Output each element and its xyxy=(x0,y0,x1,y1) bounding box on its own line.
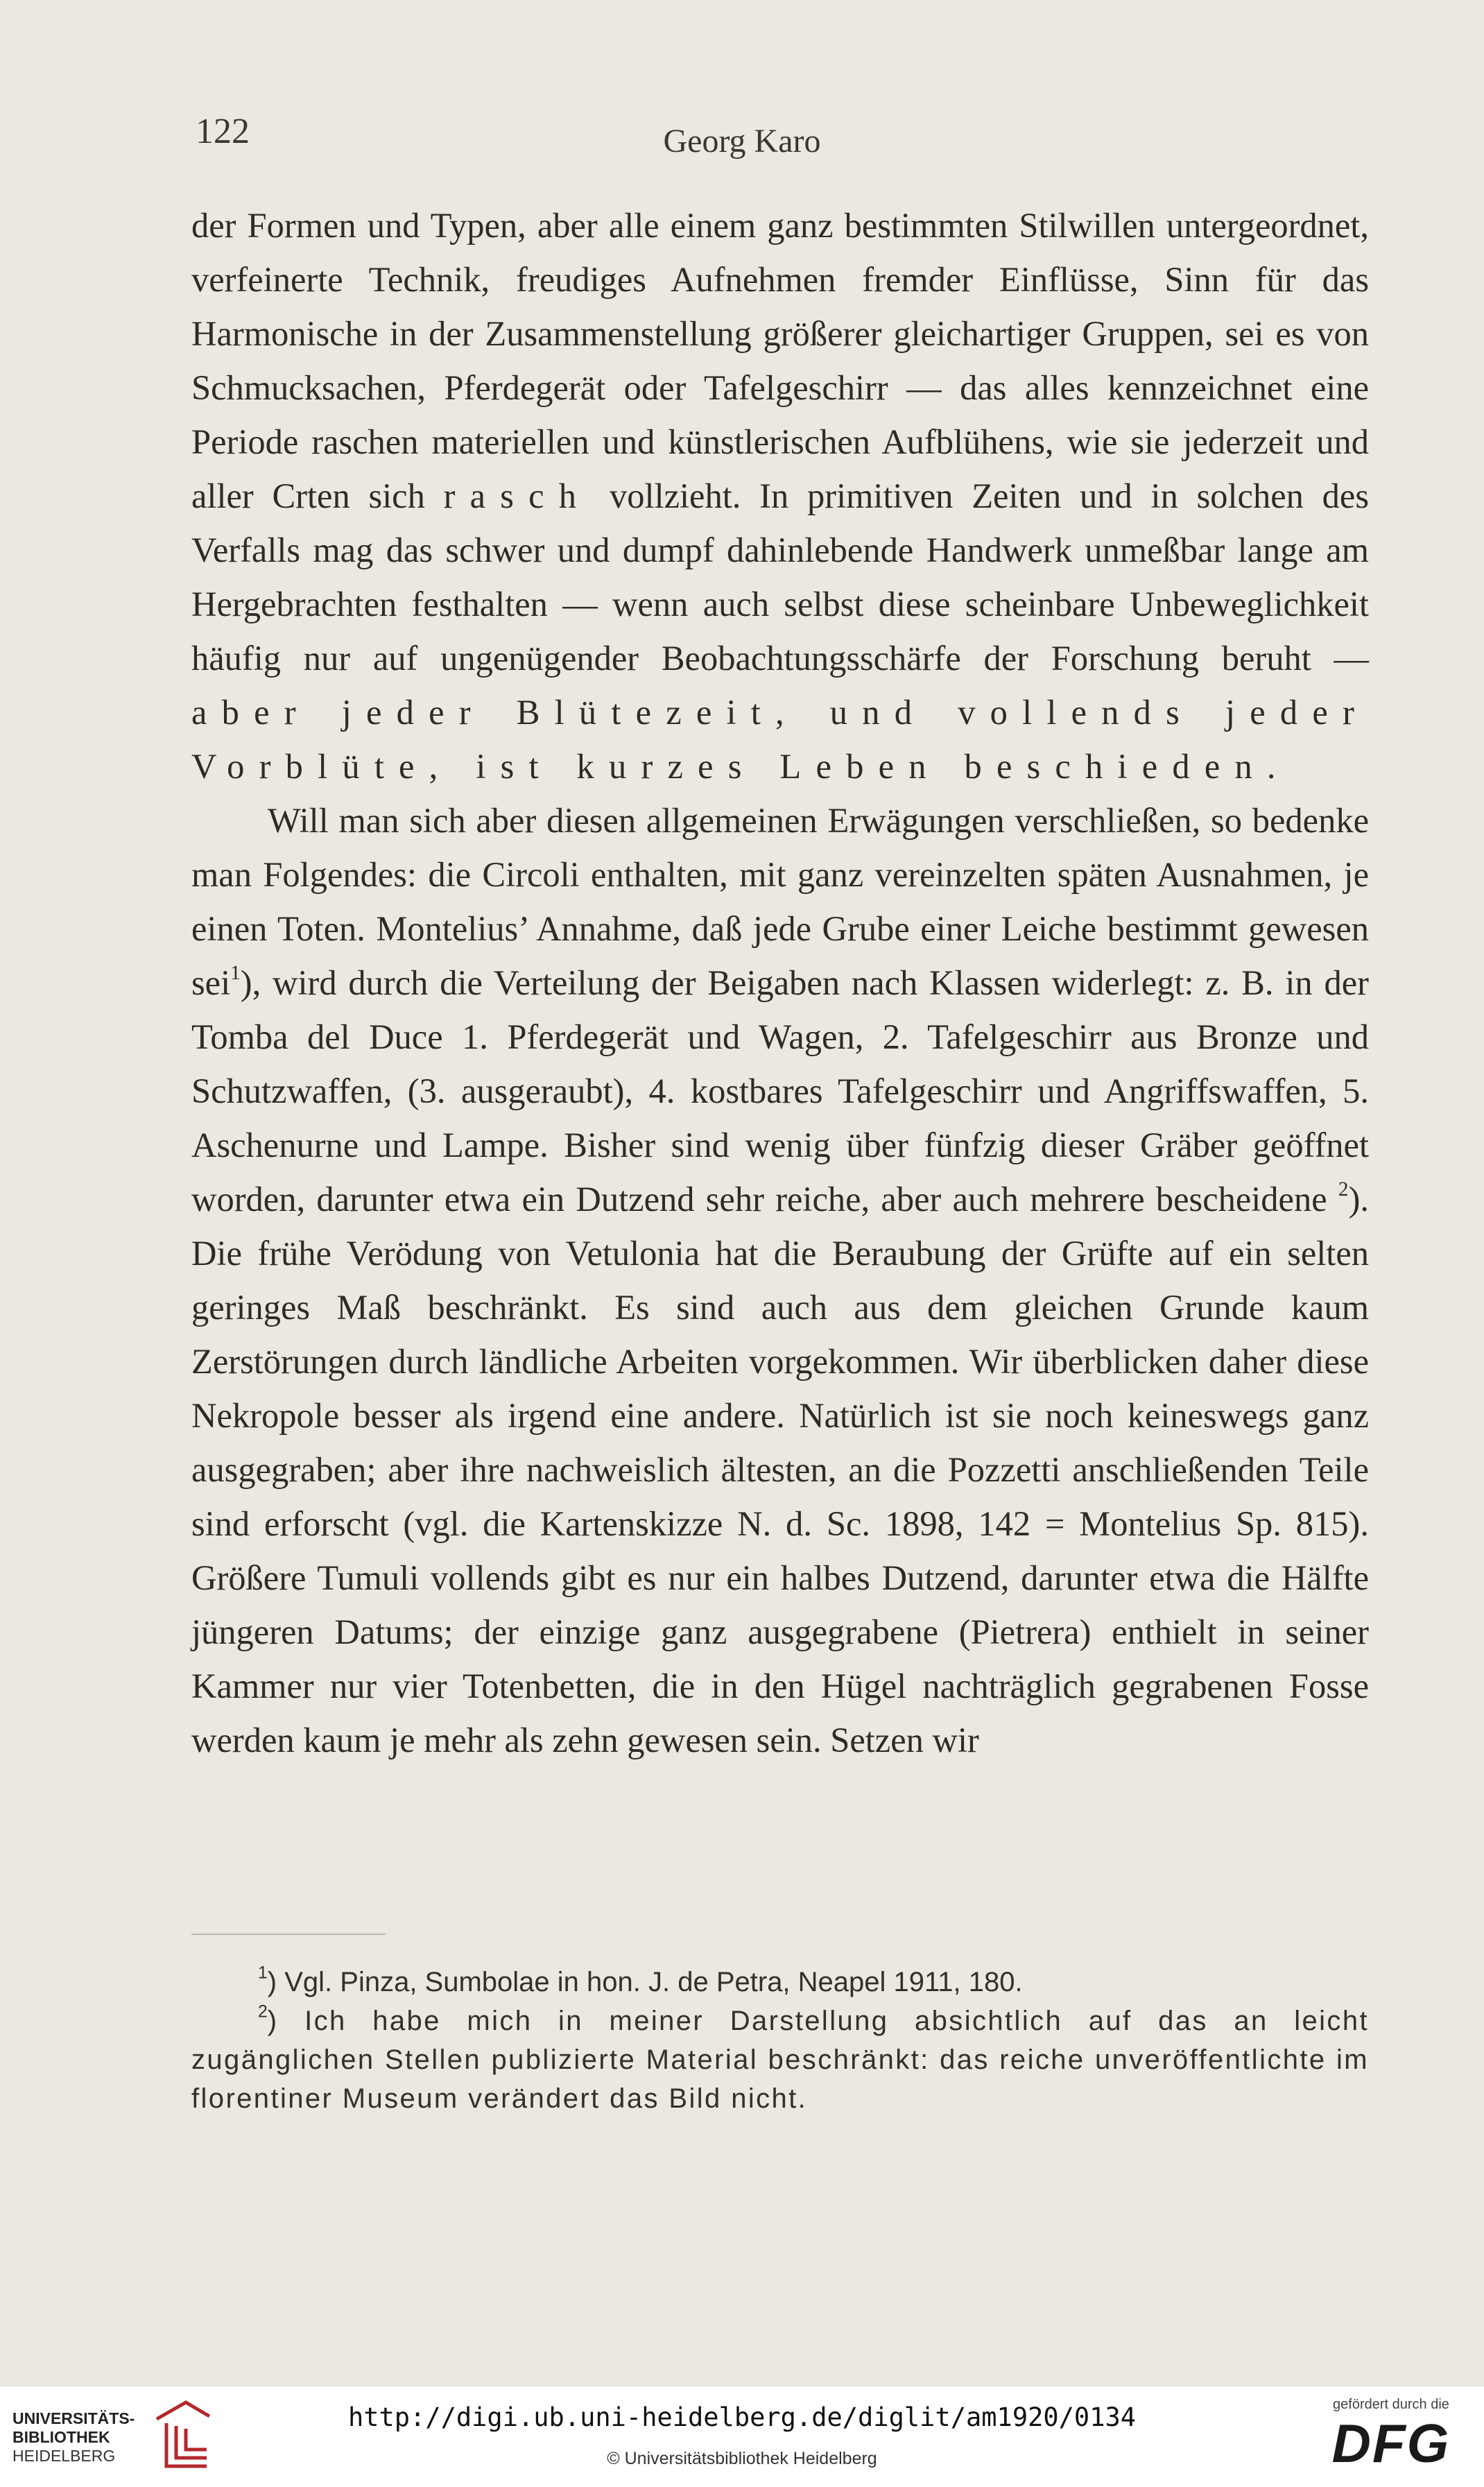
footnotes xyxy=(191,1963,1369,2118)
p2-text-b: ), wird durch die Verteilung der Beigaben nach Klassen widerlegt: z. B. in der Tomba del Duce 1. Pferdegerät und Wagen, 2. Tafelgeschirr aus Bronze und Schutzwaffen, (3. ausgeraubt), 4. kostbares Tafelgeschirr und Angriffswaffen, 5. Aschenurne und Lampe. Bisher sind wenig über fünfzig dieser Gräber geöffnet worden, darunter etwa ein Dutzend sehr reiche, aber auch mehrere bescheidene xyxy=(191,963,1369,1219)
dfg-logo: DFG xyxy=(1331,2413,1451,2474)
funding-caption: gefördert durch die xyxy=(1333,2397,1449,2412)
footnote-1-mark: 1 xyxy=(258,1963,268,1983)
paragraph-1 xyxy=(191,198,1369,793)
p2-text-a: Will man sich aber diesen allgemeinen Erwägungen verschließen, so bedenke man Folgendes: die Circoli enthalten, mit ganz vereinzelten späten Ausnahmen, je einen Toten. Montelius’ Annahme, daß jede Grube einer Leiche bestimmt gewesen sei xyxy=(191,801,1369,1002)
page-number: 122 xyxy=(196,112,250,151)
p1-spaced-phrase: aber jeder Blütezeit, und vollends jeder Vorblüte, ist kurzes Leben beschieden. xyxy=(191,693,1369,786)
footnote-2-mark: 2 xyxy=(258,2002,268,2022)
footnote-2-text: ) Ich habe mich in meiner Darstellung absichtlich auf das an leicht zugänglichen Stellen publizierte Material beschränkt: das reiche unveröffentlichte im florentiner Museum verändert das Bild nicht. xyxy=(191,2006,1369,2114)
copyright-notice: © Universitätsbibliothek Heidelberg xyxy=(607,2449,877,2468)
funder-block[interactable] xyxy=(1315,2397,1467,2474)
footnote-divider xyxy=(191,1934,386,1935)
p1-text-a: der Formen und Typen, aber alle einem ganz bestimmten Stilwillen untergeordnet, verfeinerte Technik, freudiges Aufnehmen fremder Einflüsse, Sinn für das Harmonische in der Zusammenstellung größerer gleichartiger Gruppen, sei es von Schmucksachen, Pferdegerät oder Tafelgeschirr — das alles kennzeichnet eine Periode raschen materiellen und künstlerischen Aufblühens, wie sie jederzeit und aller Crten sich xyxy=(191,206,1369,515)
body-text xyxy=(191,198,1369,1767)
footnote-1 xyxy=(191,1963,1369,2002)
running-head: Georg Karo xyxy=(663,123,821,160)
footnote-2 xyxy=(191,2002,1369,2118)
library-name-line-1: UNIVERSITÄTS- xyxy=(12,2409,135,2427)
p2-text-c: ). Die frühe Verödung von Vetulonia hat die Beraubung der Grüfte auf ein selten geringes Maß beschränkt. Es sind auch aus dem gleichen Grunde kaum Zerstörungen durch ländliche Arbeiten vorgekommen. Wir überblicken daher diese Nekropole besser als irgend eine andere. Natürlich ist sie noch keineswegs ganz ausgegraben; aber ihre nachweislich ältesten, an die Pozzetti anschließenden Teile sind erforscht (vgl. die Kartenskizze N. d. Sc. 1898, 142 = Montelius Sp. 815). Größere Tumuli vollends gibt es nur ein halbes Dutzend, darunter etwa die Hälfte jüngeren Datums; der einzige ganz ausgegrabene (Pietrera) enthielt in seiner Kammer nur vier Totenbetten, die in den Hügel nachträglich gegrabenen Fosse werden kaum je mehr als zehn gewesen sein. Setzen wir xyxy=(191,1180,1370,1759)
footnote-1-text: ) Vgl. Pinza, Sumbolae in hon. J. de Petra, Neapel 1911, 180. xyxy=(267,1967,1023,1997)
footer-bar xyxy=(0,2386,1484,2487)
footnote-ref-2[interactable]: 2 xyxy=(1338,1178,1349,1201)
library-name-line-3: HEIDELBERG xyxy=(12,2447,116,2465)
footnote-ref-1[interactable]: 1 xyxy=(230,962,241,985)
library-name-line-2: BIBLIOTHEK xyxy=(12,2428,110,2446)
p1-text-c: vollzieht. In primitiven Zeiten und in solchen des Verfalls mag das schwer und dumpf dahinlebende Handwerk unmeßbar lange am Hergebrachten festhalten — wenn auch selbst diese scheinbare Unbeweglichkeit häufig nur auf ungenügender Beobachtungsschärfe der Forschung beruht — xyxy=(191,476,1369,678)
paragraph-2 xyxy=(191,793,1369,1767)
p1-spaced-word: rasch xyxy=(443,476,592,515)
permalink-url[interactable]: http://digi.ub.uni-heidelberg.de/diglit/am1920/0134 xyxy=(347,2402,1137,2432)
